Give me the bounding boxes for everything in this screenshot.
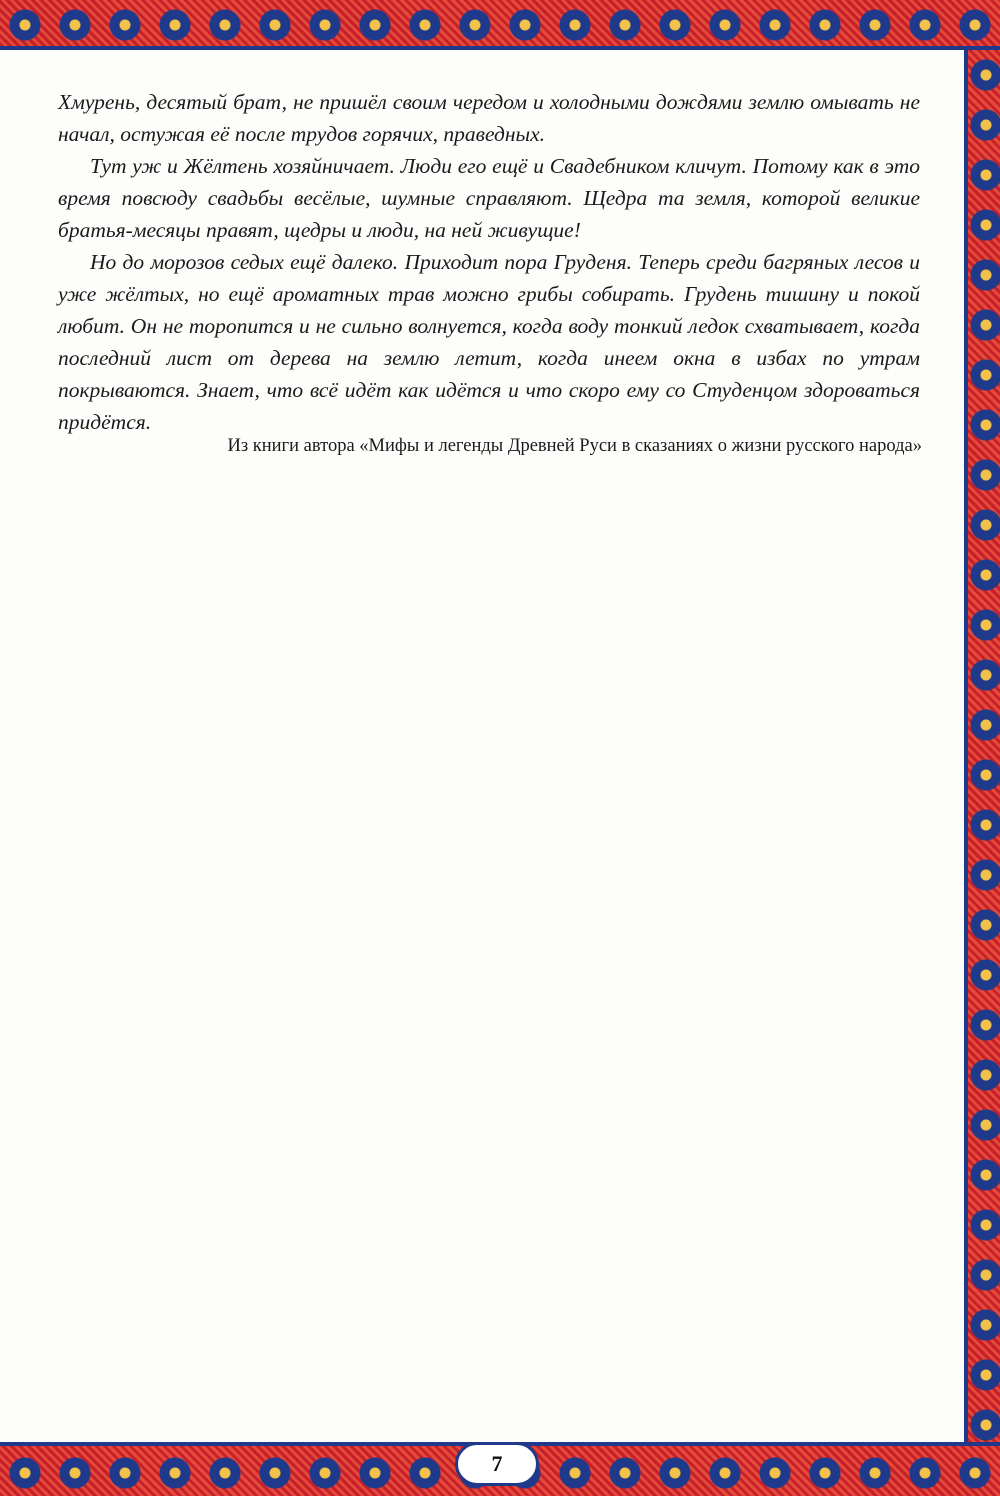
- page-number: 7: [491, 1451, 503, 1476]
- paragraph-3: Но до морозов седых ещё далеко. Приходит пора Груденя. Теперь среди багряных лесов и уже жёлтых, но ещё ароматных трав можно грибы собирать. Грудень тишину и покой любит. Он не торопится и не сильно волнуется, когда воду тонкий ледок схватывает, когда последний лист от дерева на землю летит, когда инеем окна в избах по утрам покрываются. Знает, что всё идёт как идётся и что скоро ему со Студенцом здороваться придётся.: [58, 250, 920, 434]
- page-number-badge: [455, 1442, 539, 1486]
- ornamental-border-right: [964, 50, 1000, 1442]
- paragraph-1: Хмурень, десятый брат, не пришёл своим чередом и холодными дождями землю омывать не начал, остужая её после трудов горячих, праведных.: [58, 90, 920, 146]
- paragraph-2: Тут уж и Жёлтень хозяйничает. Люди его ещё и Свадебником кличут. Потому как в это время повсюду свадьбы весёлые, шумные справляют. Щедра та земля, которой великие братья-месяцы правят, щедры и люди, на ней живущие!: [58, 154, 920, 242]
- ornamental-border-top: [0, 0, 1000, 50]
- story-text: [58, 86, 920, 438]
- source-citation: Из книги автора «Мифы и легенды Древней Руси в сказаниях о жизни русского народа»: [227, 436, 922, 456]
